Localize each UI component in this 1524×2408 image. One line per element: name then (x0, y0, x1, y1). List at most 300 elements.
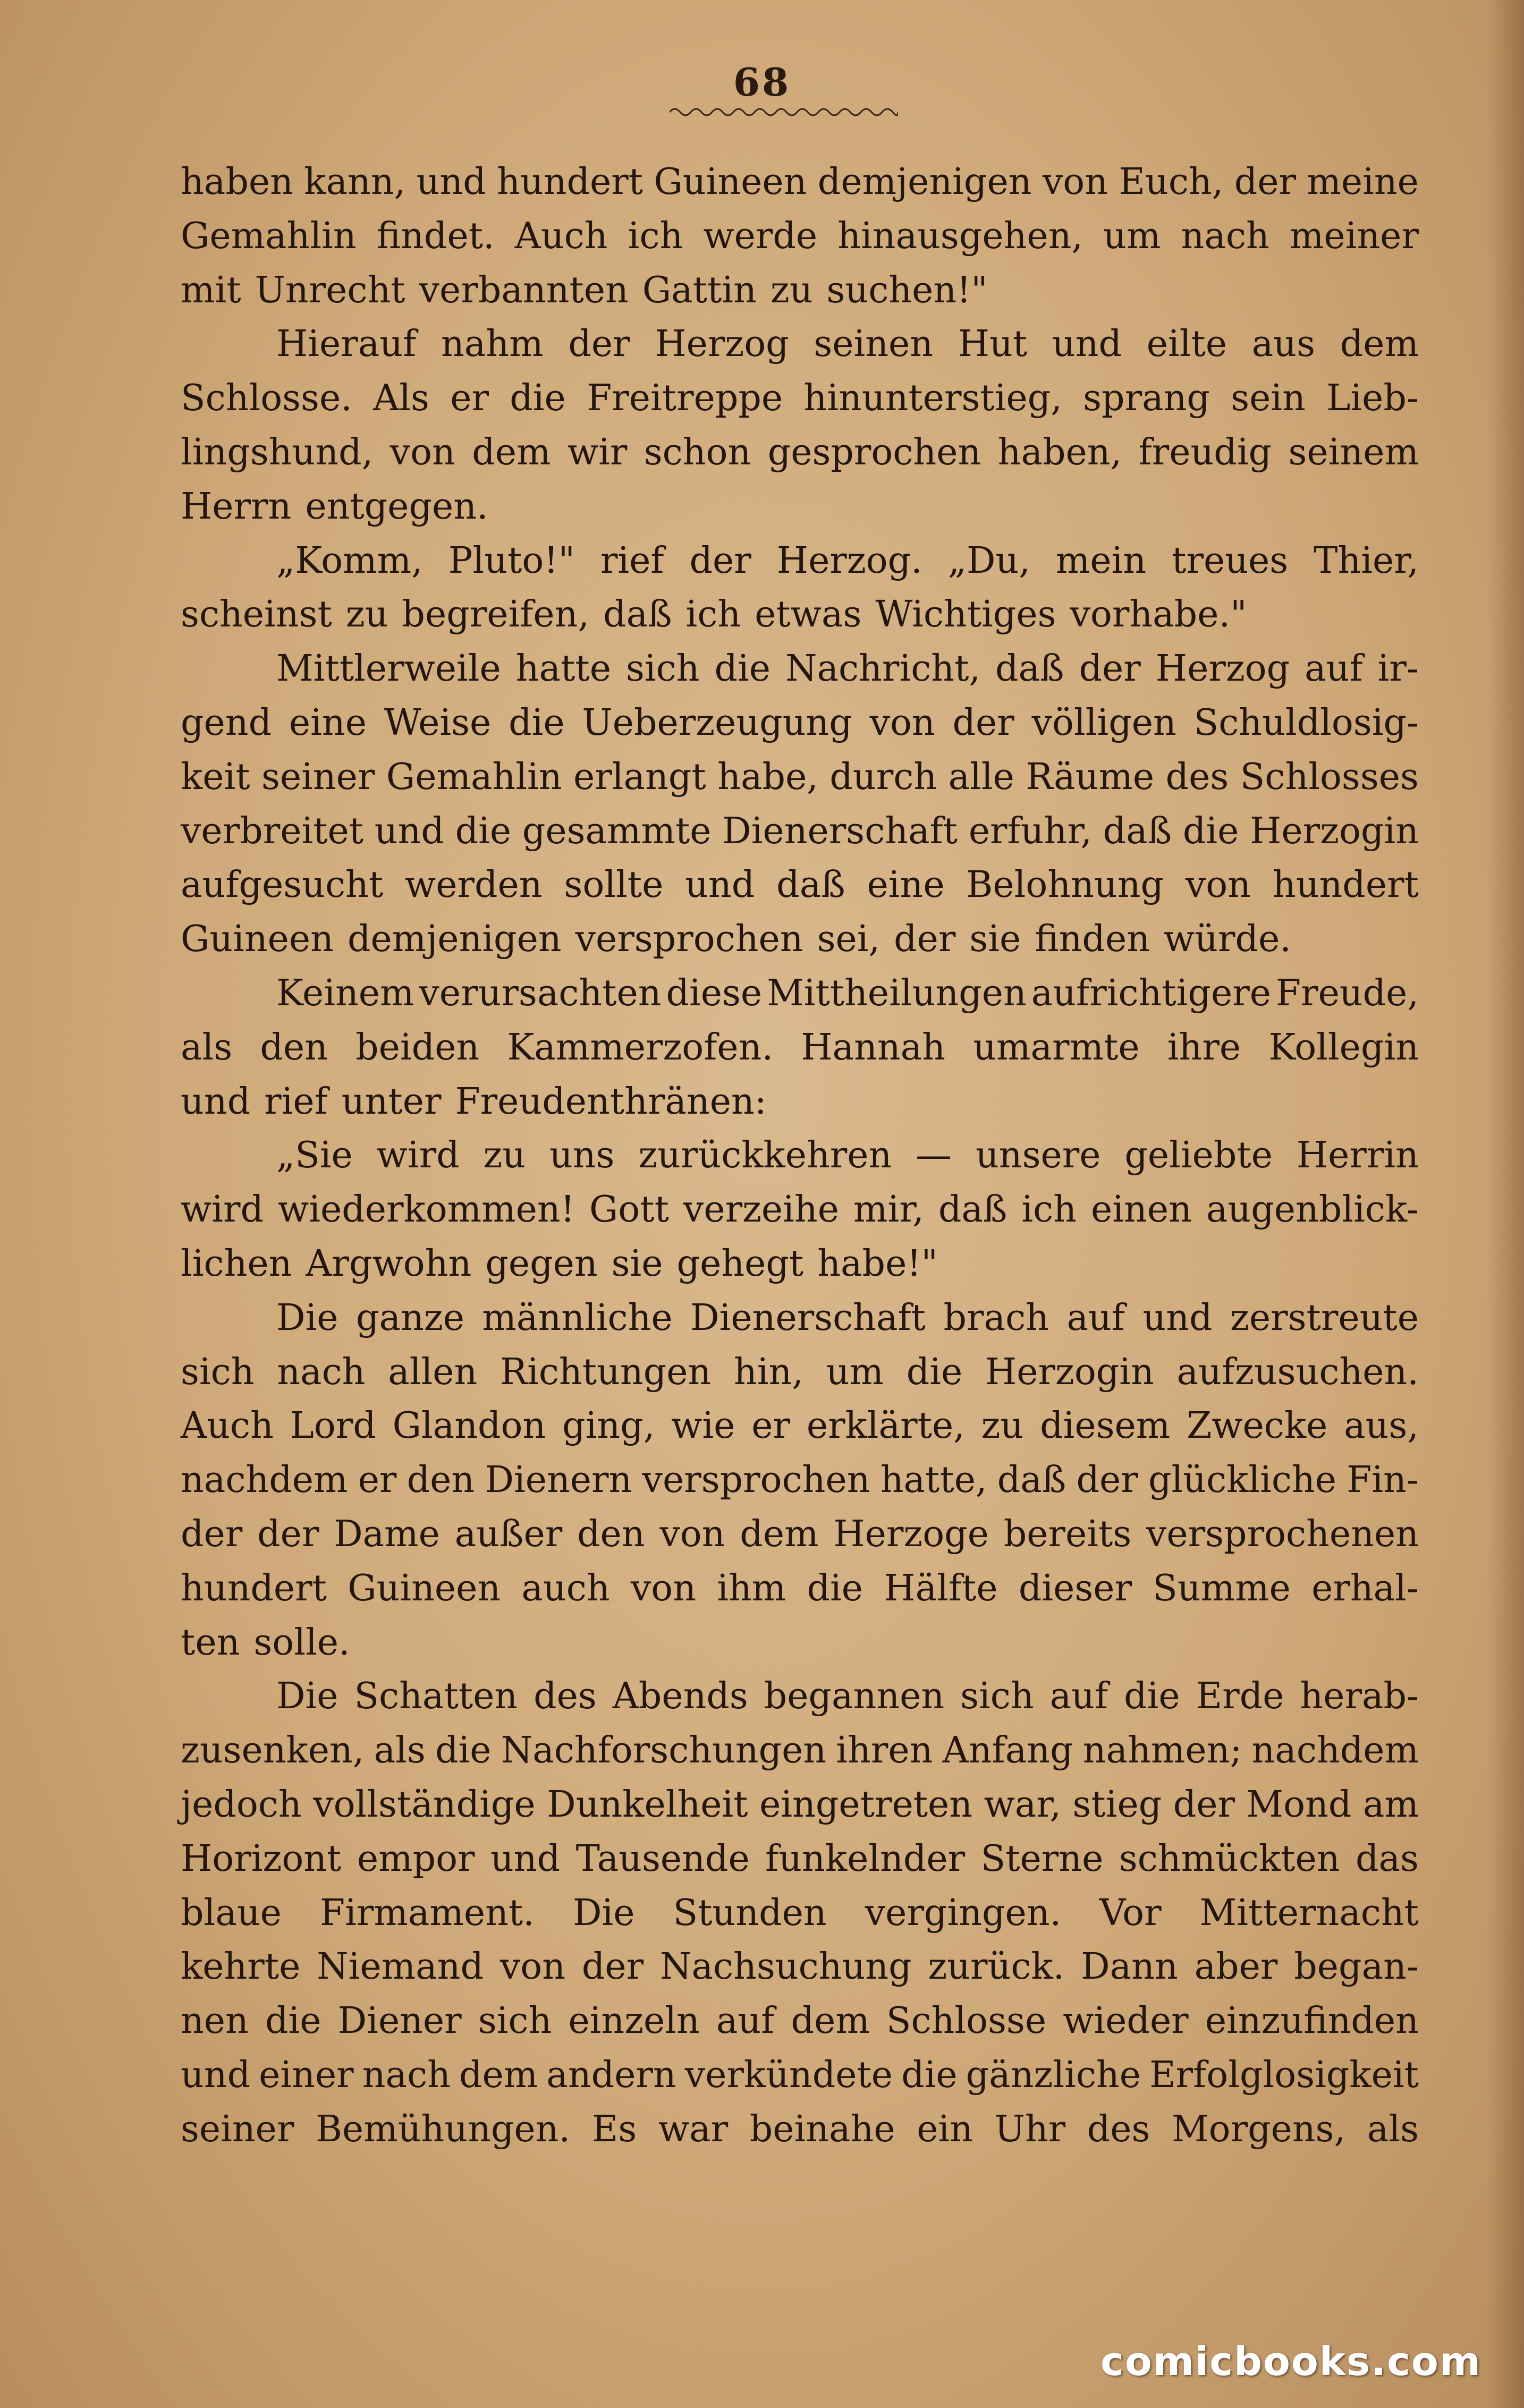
word: werden (405, 864, 543, 906)
word: der (894, 918, 956, 961)
word: Bemühungen. (316, 2108, 571, 2150)
word: Gemahlin (386, 756, 562, 798)
word: dem (1340, 323, 1419, 366)
word: den (407, 1459, 475, 1502)
word: Schlosse. (181, 377, 352, 420)
word: den (260, 1026, 328, 1069)
word: hatte (515, 648, 611, 690)
word: erklärte, (806, 1405, 965, 1447)
word: suchen!" (826, 269, 988, 311)
text-line (181, 1669, 1419, 1724)
word: brach (943, 1296, 1049, 1339)
word: kehrte (181, 1946, 301, 1988)
word: auf (1049, 1675, 1108, 1718)
word: verursachten (419, 972, 662, 1014)
text-line (181, 1724, 1419, 1778)
text-line (181, 317, 1419, 371)
word: sich (960, 1675, 1034, 1718)
word: diesem (1040, 1405, 1171, 1447)
word: der (689, 539, 751, 582)
word: gend (181, 701, 272, 744)
word: Gemahlin (181, 215, 357, 257)
word: begreifen, (402, 593, 590, 636)
word: dieser (1018, 1567, 1132, 1609)
text-line (181, 1291, 1419, 1345)
word: began- (1294, 1946, 1419, 1988)
word: um (1103, 215, 1161, 257)
word: verkündete (684, 2054, 893, 2096)
text-line (181, 209, 1419, 264)
text-line (181, 1129, 1419, 1183)
word: Lieb- (1326, 377, 1419, 420)
word: ich (1021, 1189, 1077, 1231)
text-line (181, 1886, 1419, 1940)
word: hundert (181, 1567, 327, 1609)
word: Nachricht, (785, 648, 981, 690)
word: lingshund, (181, 431, 374, 473)
text-line (181, 2048, 1419, 2102)
word: Schuldlosig- (1193, 701, 1419, 744)
text-line (181, 1075, 1419, 1129)
word: Zwecke (1187, 1405, 1328, 1447)
word: haben, (997, 431, 1122, 473)
word: Sterne (980, 1837, 1104, 1880)
word: aufzusuchen. (1176, 1351, 1419, 1393)
word: — (916, 1134, 952, 1177)
word: Hut (958, 323, 1028, 366)
word: des (534, 1675, 597, 1718)
word: der (1173, 1783, 1235, 1826)
word: der (1076, 1459, 1138, 1502)
text-line (181, 426, 1419, 480)
word: daß (997, 1459, 1066, 1502)
word: Tausende (575, 1837, 750, 1880)
word: Guineen (181, 918, 334, 961)
word: seinen (814, 323, 934, 366)
word: meine (1307, 161, 1419, 203)
word: das (1355, 1837, 1419, 1880)
word: Erfolglosigkeit (1149, 2054, 1419, 2096)
text-line (181, 1399, 1419, 1453)
word: Vor (1099, 1892, 1162, 1934)
word: etwas (755, 593, 862, 636)
word: und (1052, 323, 1122, 366)
word: daß (938, 1189, 1007, 1231)
word: männliche (482, 1296, 673, 1339)
word: sprang (1083, 377, 1210, 420)
text-line (181, 858, 1419, 912)
word: Dienern (485, 1459, 632, 1502)
text-line (181, 966, 1419, 1021)
word: auf (1066, 1296, 1125, 1339)
word: verbreitet (181, 810, 364, 852)
word: hinausgehen, (837, 215, 1083, 257)
word: eine (867, 864, 945, 906)
word: aus, (1344, 1405, 1419, 1447)
word: Keinem (276, 972, 414, 1014)
word: gehegt (676, 1242, 804, 1285)
word: ir- (1377, 648, 1419, 690)
word: daß (995, 648, 1064, 690)
word: sich (181, 1351, 255, 1393)
word: werde (703, 215, 818, 257)
word: den (577, 1513, 645, 1555)
text-line (181, 588, 1419, 642)
word: Uhr (994, 2108, 1066, 2150)
word: Herzog. (776, 539, 922, 582)
word: Pluto!" (448, 539, 575, 582)
word: zu (345, 593, 388, 636)
word: des (1087, 2108, 1150, 2150)
word: von (390, 431, 455, 473)
text-line (181, 1183, 1419, 1237)
word: Herzog (655, 323, 789, 366)
word: Glandon (392, 1405, 546, 1447)
word: Dienerschaft (690, 1296, 926, 1339)
text-line (181, 1562, 1419, 1616)
text-line (181, 1021, 1419, 1075)
word: demjenigen (347, 918, 562, 961)
word: völligen (1031, 701, 1176, 744)
word: Horizont (181, 1837, 342, 1880)
word: der (1234, 161, 1296, 203)
word: hinunterstieg, (803, 377, 1062, 420)
word: der (568, 323, 630, 366)
word: die (807, 1567, 863, 1609)
word: einer (259, 2054, 354, 2096)
word: Firmament. (319, 1892, 535, 1934)
word: war (658, 2108, 729, 2150)
word: sein (1231, 377, 1306, 420)
word: zusenken, (181, 1729, 365, 1772)
word: beinahe (749, 2108, 895, 2150)
word: mit (181, 269, 241, 311)
word: dem (740, 1513, 819, 1555)
word: einzeln (568, 2000, 700, 2042)
word: Belohnung (966, 864, 1164, 906)
word: aufrichtigere (1031, 972, 1271, 1014)
word: der (1079, 648, 1141, 690)
text-line (181, 696, 1419, 750)
word: Nachforschungen (501, 1729, 827, 1772)
word: sie (611, 1242, 663, 1285)
word: der (181, 1513, 243, 1555)
word: schon (644, 431, 751, 473)
text-line (181, 1778, 1419, 1832)
word: schmückten (1119, 1837, 1340, 1880)
word: empor (357, 1837, 475, 1880)
word: erhal- (1311, 1567, 1419, 1609)
word: die (455, 810, 512, 852)
word: seinem (1288, 431, 1419, 473)
word: Mittlerweile (276, 648, 501, 690)
text-line (181, 642, 1419, 696)
word: umarmte (973, 1026, 1140, 1069)
wavy-rule-ornament (670, 104, 898, 120)
word: nachdem (181, 1459, 348, 1502)
word: Weise (384, 701, 492, 744)
word: Richtungen (499, 1351, 712, 1393)
word: einen (1091, 1189, 1192, 1231)
word: zerstreute (1230, 1296, 1419, 1339)
word: „Komm, (276, 539, 423, 582)
word: dem (472, 431, 551, 473)
word: entgegen. (305, 485, 488, 528)
word: er (751, 1405, 790, 1447)
word: ten (181, 1621, 240, 1664)
word: zurück. (928, 1946, 1065, 1988)
word: wie (671, 1405, 735, 1447)
word: und (416, 161, 486, 203)
word: Dunkelheit (547, 1783, 748, 1826)
word: die (265, 2000, 321, 2042)
word: seiner (261, 756, 375, 798)
word: wiederkommen! (278, 1189, 575, 1231)
word: demjenigen (817, 161, 1032, 203)
word: keit (181, 756, 250, 798)
word: Freude, (1275, 972, 1419, 1014)
text-line (181, 1994, 1419, 2048)
word: als (1367, 2108, 1419, 2150)
word: allen (388, 1351, 478, 1393)
word: hundert (1272, 864, 1419, 906)
word: diese (666, 972, 763, 1014)
word: außer (454, 1513, 563, 1555)
word: herab- (1300, 1675, 1419, 1718)
word: Herrn (181, 485, 292, 528)
word: Erde (1196, 1675, 1284, 1718)
word: Die (276, 1296, 338, 1339)
word: nahmen; (1082, 1729, 1242, 1772)
word: Nachsuchung (659, 1946, 912, 1988)
word: lichen (181, 1242, 292, 1285)
word: kann, (304, 161, 406, 203)
word: Euch, (1119, 161, 1224, 203)
word: gänzliche (966, 2054, 1141, 2096)
word: nach (362, 2054, 451, 2096)
word: Thier, (1314, 539, 1419, 582)
word: habe!" (817, 1242, 938, 1285)
word: sollte (564, 864, 664, 906)
word: die (901, 2054, 958, 2096)
word: Fin- (1347, 1459, 1419, 1502)
text-line (181, 912, 1419, 966)
word: Ueberzeugung (582, 701, 852, 744)
word: am (1362, 1783, 1419, 1826)
word: geliebte (1124, 1134, 1273, 1177)
word: nen (181, 2000, 249, 2042)
word: Unrecht (255, 269, 405, 311)
word: habe, (717, 756, 818, 798)
text-line (181, 1237, 1419, 1291)
word: vergingen. (865, 1892, 1062, 1934)
word: der (257, 1513, 319, 1555)
word: Herzogin (1250, 810, 1419, 852)
word: finden (1035, 918, 1150, 961)
word: eilte (1146, 323, 1227, 366)
word: rief (264, 1080, 328, 1123)
page-edge-shadow (1487, 0, 1524, 2408)
word: Lord (290, 1405, 376, 1447)
word: Mitternacht (1199, 1892, 1419, 1934)
word: und (181, 1080, 251, 1123)
page-number: 68 (733, 60, 791, 105)
word: daß (776, 864, 845, 906)
text-line (181, 480, 1419, 534)
word: nach (1181, 215, 1269, 257)
word: die (1124, 1675, 1180, 1718)
word: auf (716, 2000, 775, 2042)
word: von (659, 1513, 725, 1555)
word: sie (969, 918, 1021, 961)
word: Die (276, 1675, 338, 1718)
word: Anfang (942, 1729, 1073, 1772)
word: versprochen (575, 918, 803, 961)
word: daß (1103, 810, 1172, 852)
word: vorhabe." (1070, 593, 1247, 636)
word: wieder (1063, 2000, 1189, 2042)
word: bereits (1003, 1513, 1132, 1555)
word: mir, (853, 1189, 924, 1231)
word: begannen (764, 1675, 945, 1718)
word: Wichtiges (875, 593, 1056, 636)
word: verbannten (419, 269, 629, 311)
word: und (1142, 1296, 1213, 1339)
word: treues (1172, 539, 1289, 582)
word: hin, (734, 1351, 803, 1393)
text-line (181, 750, 1419, 804)
word: auf (1305, 648, 1363, 690)
word: glückliche (1148, 1459, 1336, 1502)
text-line (181, 1507, 1419, 1562)
word: Herrin (1296, 1134, 1419, 1177)
word: beiden (355, 1026, 480, 1069)
word: seiner (181, 2108, 294, 2150)
word: andern (546, 2054, 676, 2096)
word: die (906, 1351, 963, 1393)
word: Hierauf (276, 323, 417, 366)
word: von (869, 701, 935, 744)
word: nach (277, 1351, 366, 1393)
word: Kollegin (1268, 1026, 1419, 1069)
word: Schatten (354, 1675, 518, 1718)
word: einzufinden (1205, 2000, 1419, 2042)
word: unsere (976, 1134, 1101, 1177)
word: Dann (1081, 1946, 1178, 1988)
word: sei, (817, 918, 880, 961)
word: wird (181, 1189, 264, 1231)
word: ein (917, 2108, 973, 2150)
word: von (499, 1946, 566, 1988)
word: aus (1251, 323, 1315, 366)
word: von (1042, 161, 1108, 203)
word: von (1185, 864, 1251, 906)
word: zu (483, 1134, 526, 1177)
word: die (510, 377, 566, 420)
text-line (181, 1345, 1419, 1400)
word: Schlosse (886, 2000, 1047, 2042)
word: Herzoge (833, 1513, 989, 1555)
word: zu (770, 269, 813, 311)
word: um (826, 1351, 884, 1393)
word: sich (625, 648, 700, 690)
word: ihre (1167, 1026, 1241, 1069)
word: ganze (356, 1296, 464, 1339)
word: Dienerschaft (722, 810, 958, 852)
word: von (630, 1567, 697, 1609)
word: zurückkehren (638, 1134, 892, 1177)
word: freudig (1138, 431, 1272, 473)
word: daß (603, 593, 672, 636)
word: eingetreten (759, 1783, 973, 1826)
word: Mond (1246, 1783, 1352, 1826)
word: Guineen (654, 161, 807, 203)
word: auch (521, 1567, 610, 1609)
word: Hannah (801, 1026, 946, 1069)
word: Gott (589, 1189, 669, 1231)
text-line (181, 2102, 1419, 2157)
word: haben (181, 161, 293, 203)
word: zu (981, 1405, 1024, 1447)
word: vollständige (313, 1783, 536, 1826)
word: als (181, 1026, 233, 1069)
word: versprochen (642, 1459, 870, 1502)
word: der (581, 1946, 644, 1988)
text-line (181, 1832, 1419, 1886)
word: stieg (1072, 1783, 1162, 1826)
word: versprochenen (1146, 1513, 1419, 1555)
word: würde. (1163, 918, 1291, 961)
word: Herzog (1155, 648, 1290, 690)
word: Morgens, (1172, 2108, 1346, 2150)
word: „Sie (276, 1134, 353, 1177)
word: augenblick- (1206, 1189, 1419, 1231)
word: Kammerzofen. (507, 1026, 774, 1069)
word: nahm (441, 323, 544, 366)
word: die (435, 1729, 492, 1772)
text-line (181, 1453, 1419, 1507)
word: „Du, (947, 539, 1030, 582)
word: und (490, 1837, 561, 1880)
word: verzeihe (683, 1189, 839, 1231)
text-line (181, 804, 1419, 859)
word: Herzogin (985, 1351, 1154, 1393)
word: sich (478, 2000, 552, 2042)
word: nachdem (1251, 1729, 1419, 1772)
word: Als (373, 377, 429, 420)
word: wird (376, 1134, 460, 1177)
word: aufgesucht (181, 864, 384, 906)
word: ihm (717, 1567, 786, 1609)
word: Niemand (317, 1946, 484, 1988)
word: aber (1194, 1946, 1278, 1988)
word: Auch (181, 1405, 274, 1447)
word: dem (459, 2054, 538, 2096)
word: Mittheilungen (767, 972, 1027, 1014)
word: eine (289, 701, 367, 744)
word: Räume (1026, 756, 1155, 798)
watermark: comicbooks.com (1100, 2339, 1481, 2385)
word: dem (791, 2000, 870, 2042)
word: hatte, (880, 1459, 987, 1502)
word: erlangt (573, 756, 706, 798)
word: erfuhr, (968, 810, 1092, 852)
word: als (374, 1729, 426, 1772)
word: Auch (514, 215, 608, 257)
word: meiner (1289, 215, 1419, 257)
text-line (181, 534, 1419, 588)
word: ging, (562, 1405, 655, 1447)
